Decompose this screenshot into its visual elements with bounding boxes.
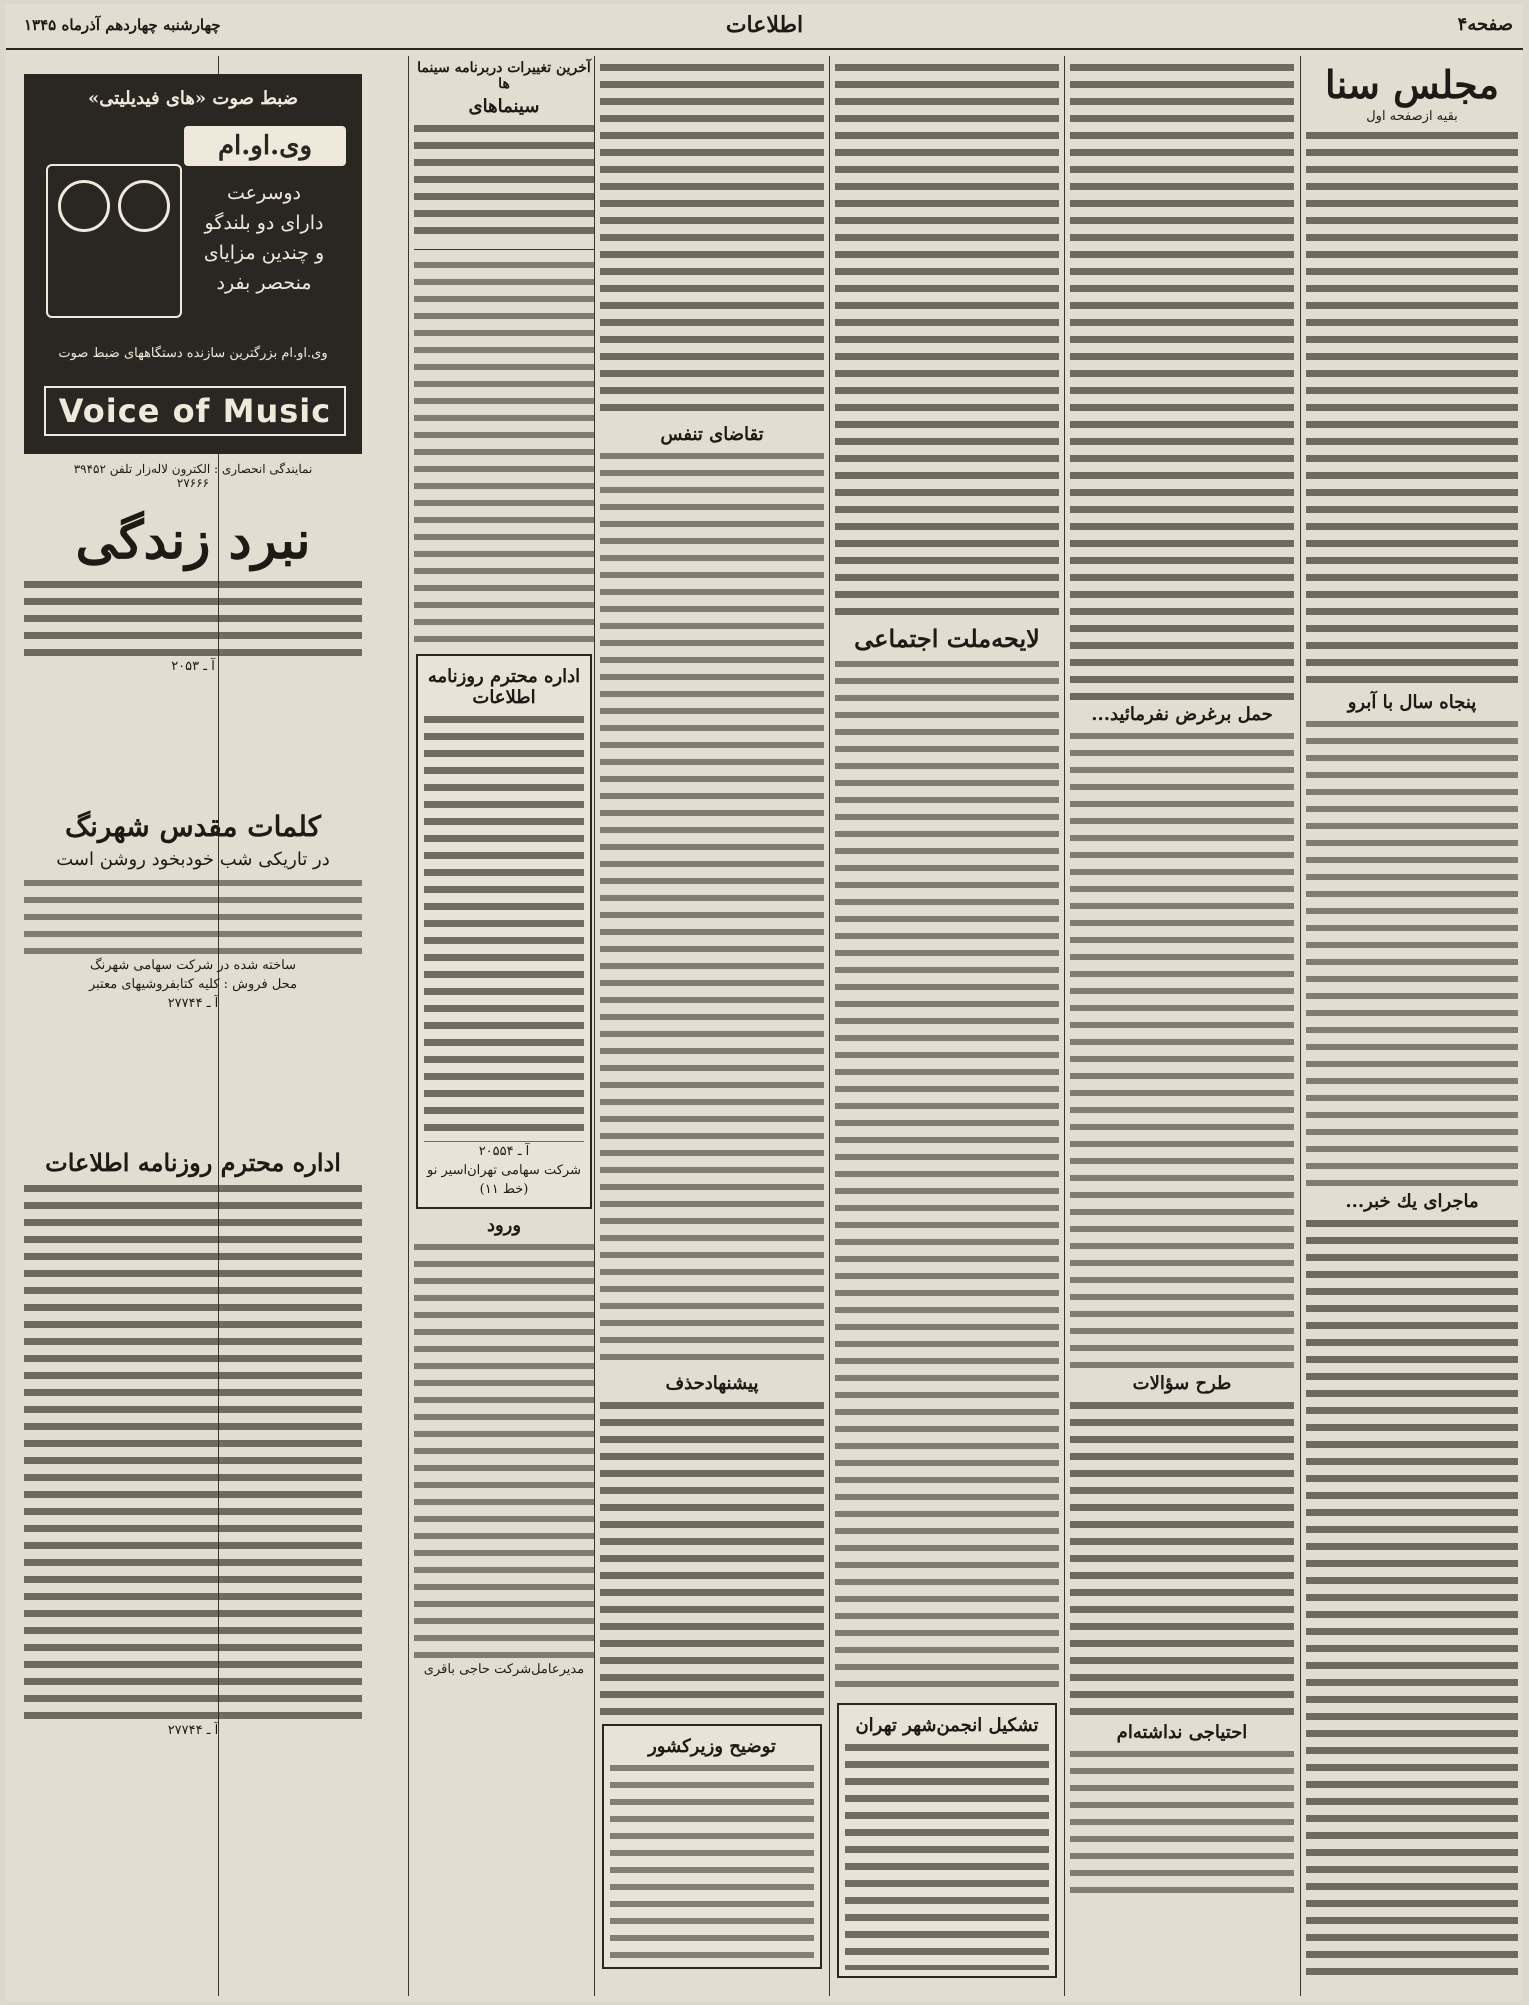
notice-text	[24, 1181, 362, 1721]
cinema-head: سینماهای	[468, 96, 540, 117]
voice-of-music-ad	[24, 74, 362, 454]
kalamat-ad	[24, 804, 362, 1015]
vom-taglines: دوسرعت دارای دو بلندگو و چندین مزایای منحصر بفرد	[203, 182, 325, 294]
tape-recorder-illustration	[46, 164, 182, 318]
cinema-title: آخرین تغییرات دربرنامه سینما ها	[417, 60, 591, 92]
issue-date: چهارشنبه چهاردهم آذرماه ۱۳۴۵	[24, 16, 221, 34]
kalamat-code: آ ـ ۲۷۷۴۴	[167, 996, 219, 1011]
subheading-hamle: حمل برغرض نفرمائید...	[1091, 704, 1273, 725]
subheading-saheb: ماجرای یك خبر...	[1345, 1191, 1479, 1212]
company-name: شرکت سهامی تهران‌اسیر نو	[427, 1163, 581, 1178]
subheading-tagaza: تقاضای تنفس	[660, 424, 764, 445]
article-text	[414, 1240, 594, 1660]
nabard-text	[24, 577, 362, 657]
box-text	[845, 1740, 1049, 1970]
article-text	[1070, 729, 1294, 1369]
notice-title-1: اداره محترم روزنامه اطلاعات	[427, 666, 581, 708]
nabard-ad	[24, 504, 362, 678]
company-line: (خط ۱۱)	[479, 1182, 529, 1197]
kalamat-footer: ساخته شده در شرکت سهامی شهرنگ	[89, 958, 296, 973]
notice-box-1	[416, 654, 592, 1209]
notice-box-2	[24, 1144, 362, 1742]
notice-title-2: اداره محترم روزنامه اطلاعات	[45, 1148, 341, 1177]
column-rule	[829, 56, 830, 1996]
article-text	[1306, 128, 1518, 688]
continued-note: بقیه ازصفحه اول	[1366, 109, 1458, 124]
box-text	[610, 1761, 814, 1961]
page-number: صفحه۴	[1457, 14, 1513, 35]
article-text	[414, 258, 594, 648]
senate-headline: مجلس سنا	[1324, 62, 1500, 107]
vom-agent-line: نمایندگی انحصاری : الکترون لاله‌زار تلفن ۳۹۴۵۲ ۲۷۶۶۶	[73, 462, 313, 490]
subheading-soalat: طرح سؤالات	[1132, 1373, 1232, 1394]
subheading-ehtiaj: احتیاجی نداشته‌ام	[1116, 1722, 1248, 1743]
article-column-3	[835, 56, 1059, 1996]
article-text	[600, 449, 824, 1369]
subheading-hazf: پیشنهادحذف	[665, 1373, 759, 1394]
newspaper-name: اطلاعات	[725, 12, 804, 38]
signature: مدیرعامل‌شرکت حاجی باقری	[423, 1662, 585, 1677]
nabard-code: آ ـ ۲۰۵۳	[171, 659, 215, 674]
interior-minister-title: توضیح وزیرکشور	[648, 1736, 776, 1757]
article-text	[835, 60, 1059, 620]
vom-small-text: وی.او.ام بزرگترین سازنده دستگاههای ضبط صوت	[58, 346, 328, 361]
article-text	[1306, 1216, 1518, 1976]
arrival-heading: ورود	[486, 1215, 522, 1236]
article-text	[1070, 1398, 1294, 1718]
article-column-5	[414, 56, 594, 1996]
notice-code-2: آ ـ ۲۷۷۴۴	[167, 1723, 219, 1738]
cinema-listing	[414, 121, 594, 241]
interior-minister-box	[602, 1724, 822, 1969]
subheading-pahlavi: پنجاه سال با آبرو	[1347, 692, 1477, 713]
vom-logo: Voice of Music	[44, 386, 346, 436]
column-rule	[1300, 56, 1301, 1996]
kalamat-title: کلمات مقدس شهرنگ	[65, 810, 321, 843]
tehran-council-title: تشکیل انجمن‌شهر تهران	[855, 1715, 1039, 1736]
column-rule	[1064, 56, 1065, 1996]
article-text	[1306, 717, 1518, 1187]
kalamat-addr: محل فروش : کلیه کتابفروشیهای معتبر	[88, 977, 298, 992]
subheading-ejtemai: لایحه‌ملت اجتماعی	[854, 624, 1040, 653]
article-text	[1070, 60, 1294, 700]
notice-text	[424, 712, 584, 1142]
vom-brand: وی.او.ام	[184, 126, 346, 166]
article-column-4	[600, 56, 824, 1996]
article-text	[1070, 1747, 1294, 1897]
tehran-council-box	[837, 1703, 1057, 1978]
column-rule	[408, 56, 409, 1996]
notice-code-1: آ ـ ۲۰۵۵۴	[478, 1144, 530, 1159]
kalamat-text	[24, 876, 362, 956]
column-rule	[594, 56, 595, 1996]
vom-title: ضبط صوت «های فیدیلیتی»	[87, 88, 298, 109]
article-text	[600, 60, 824, 420]
newspaper-page	[6, 4, 1523, 2001]
senate-column	[1306, 56, 1518, 1996]
nabard-title: نبرد زندگی	[75, 510, 311, 571]
article-column-2	[1070, 56, 1294, 1996]
article-text	[835, 657, 1059, 1697]
masthead	[6, 4, 1523, 50]
kalamat-sub: در تاریکی شب خودبخود روشن است	[56, 849, 330, 870]
article-text	[600, 1398, 824, 1718]
